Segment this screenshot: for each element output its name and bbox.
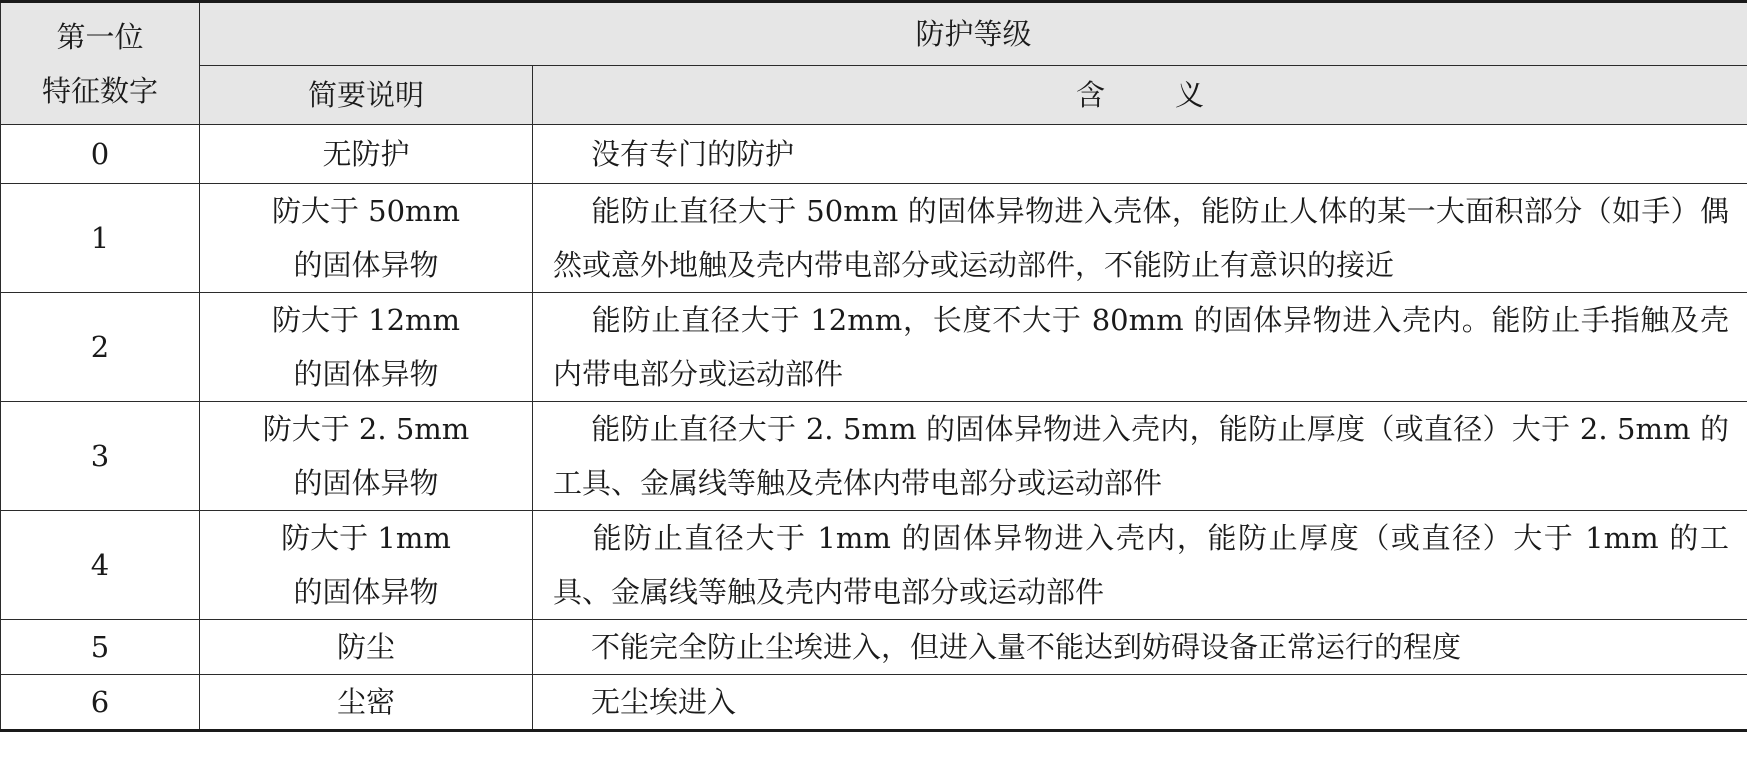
header-first-digit [1,2,200,125]
meaning-cell [533,293,1747,402]
brief-cell [200,184,533,293]
table-row [1,293,1747,402]
brief-cell [200,675,533,731]
digit-cell: 0 [1,125,200,184]
header-protection-level: 防护等级 [200,2,1747,66]
meaning-text: 能防止直径大于 12mm，长度不大于 80mm 的固体异物进入壳内。能防止手指触及壳内带电部分或运动部件 [553,303,1730,391]
brief-line2: 的固体异物 [293,575,439,609]
table-body [1,125,1747,731]
meaning-cell [533,675,1747,731]
brief-cell [200,511,533,620]
brief-line1: 防尘 [336,630,395,664]
table-row [1,402,1747,511]
table-row [1,511,1747,620]
meaning-cell [533,511,1747,620]
digit-cell: 1 [1,184,200,293]
header-first-digit-line2: 特征数字 [41,73,158,108]
header-meaning [533,66,1747,125]
digit-cell: 5 [1,620,200,675]
digit-cell: 4 [1,511,200,620]
header-first-digit-line1: 第一位 [56,19,144,54]
meaning-cell [533,620,1747,675]
brief-line1: 防大于 1mm [281,521,451,555]
meaning-cell [533,184,1747,293]
meaning-text: 不能完全防止尘埃进入，但进入量不能达到妨碍设备正常运行的程度 [591,630,1462,664]
brief-line1: 防大于 12mm [271,303,461,337]
brief-line1: 无防护 [322,137,410,171]
brief-line2: 的固体异物 [293,357,439,391]
header-row-1 [1,2,1747,66]
meaning-cell [533,125,1747,184]
meaning-cell [533,402,1747,511]
digit-cell: 2 [1,293,200,402]
brief-cell [200,293,533,402]
table-row [1,184,1747,293]
table-header [1,2,1747,125]
brief-line1: 防大于 50mm [271,194,461,228]
header-meaning-text: 含义 [1076,78,1275,112]
digit-cell: 6 [1,675,200,731]
brief-cell [200,402,533,511]
header-row-2 [1,66,1747,125]
digit-cell: 3 [1,402,200,511]
meaning-text: 无尘埃进入 [591,685,737,719]
meaning-text: 没有专门的防护 [591,137,795,171]
brief-line2: 的固体异物 [293,466,439,500]
meaning-text: 能防止直径大于 2. 5mm 的固体异物进入壳内，能防止厚度（或直径）大于 2. 5mm 的工具、金属线等触及壳体内带电部分或运动部件 [553,412,1730,500]
brief-line1: 防大于 2. 5mm [262,412,470,446]
brief-cell [200,125,533,184]
brief-line1: 尘密 [336,685,395,719]
brief-cell [200,620,533,675]
table-row [1,125,1747,184]
table-row [1,675,1747,731]
header-brief: 简要说明 [200,66,533,125]
table-row [1,620,1747,675]
meaning-text: 能防止直径大于 50mm 的固体异物进入壳体，能防止人体的某一大面积部分（如手）偶然或意外地触及壳内带电部分或运动部件，不能防止有意识的接近 [553,194,1730,282]
meaning-text: 能防止直径大于 1mm 的固体异物进入壳内，能防止厚度（或直径）大于 1mm 的工具、金属线等触及壳内带电部分或运动部件 [553,521,1730,609]
brief-line2: 的固体异物 [293,248,439,282]
